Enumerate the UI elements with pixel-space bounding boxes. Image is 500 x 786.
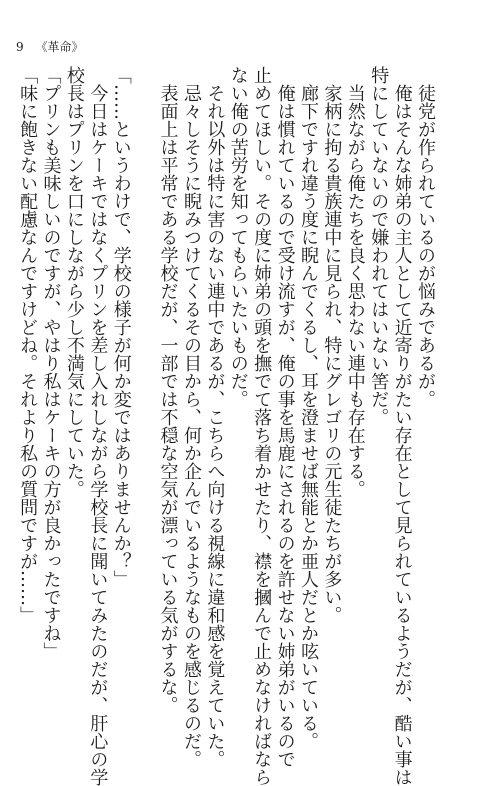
text-line: ない俺の苦労を知ってもらいたいものだ。 — [227, 66, 249, 408]
vertical-body-text — [17, 66, 437, 786]
text-line: 廊下ですれ違う度に睨んでくるし、耳を澄ませば無能とか亜人だとか呟いている。 — [297, 66, 319, 750]
text-line: 当然ながら俺たちを良く思わない連中も存在する。 — [344, 66, 366, 498]
text-line: 表面上は平常である学校だが、一部では不穏な空気が漂っている気がするな。 — [157, 66, 179, 714]
dialogue-line: 「味に飽きない配慮なんですけどね。それより私の質問ですが……」 — [17, 66, 39, 624]
dialogue-line: 「プリンも美味しいのですが、やはり私はケーキの方が良かったですね」 — [40, 66, 62, 660]
text-line: 止めてほしい。その度に姉弟の頭を撫でて落ち着かせたり、襟を摑んで止めなければなら — [251, 66, 273, 786]
blank-line — [133, 66, 156, 656]
page-number: 9 — [16, 40, 24, 54]
text-line: それ以外は特に害のない連中であるが、こちらへ向ける視線に違和感を覚えていた。 — [204, 66, 226, 768]
dialogue-line: 「……というわけで、学校の様子が何か変ではありませんか？」 — [110, 66, 132, 588]
chapter-title: 《革命》 — [35, 40, 84, 54]
text-line: 家柄に拘る貴族連中に見られ、特にグレゴリの元生徒たちが多い。 — [321, 66, 343, 624]
text-line: 俺はそんな姉弟の主人として近寄りがたい存在として見られているようだが、酷い事は — [391, 66, 413, 786]
text-line: 校長はプリンを口にしながら少し不満気にしていた。 — [63, 66, 85, 498]
text-line: 俺は慣れているので受け流すが、俺の事を馬鹿にされるのを許せない姉弟がいるので — [274, 66, 296, 768]
text-line: 忌々しそうに睨みつけてくるその目から、何か企んでいるようなものを感じるのだ。 — [180, 66, 202, 768]
text-line: 特にしていないので嫌われてはいない筈だ。 — [368, 66, 390, 426]
running-header — [16, 40, 83, 54]
text-line: 徒党が作られているのが悩みであるが。 — [415, 66, 436, 408]
text-line: 今日はケーキではなくプリンを差し入れしながら学校長に聞いてみたのだが、肝心の学 — [87, 66, 109, 786]
